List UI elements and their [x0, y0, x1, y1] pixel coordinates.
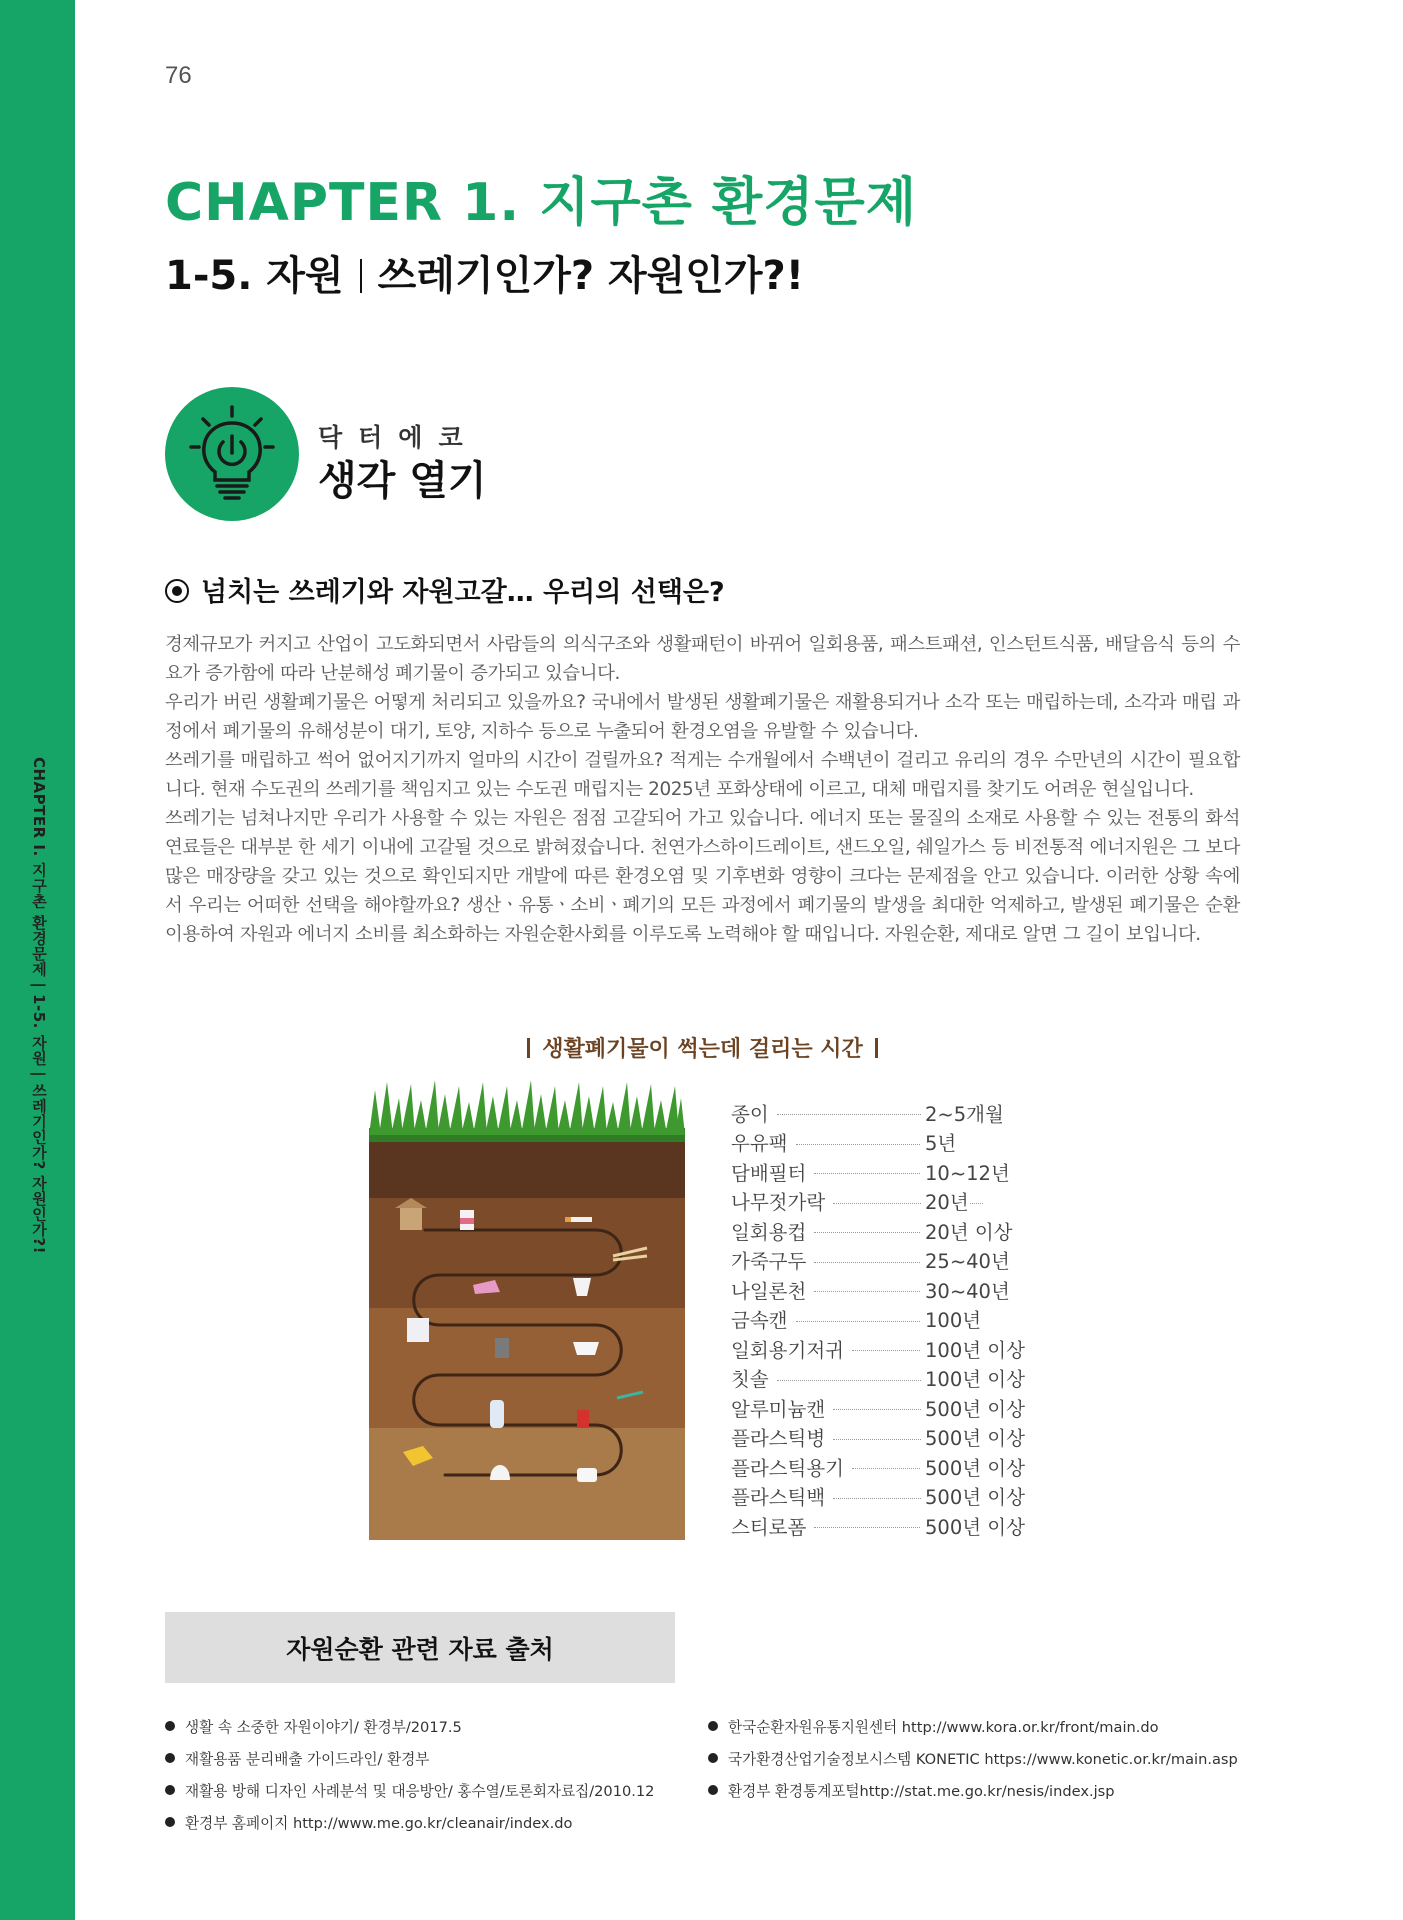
- decomp-row: [731, 1305, 1071, 1335]
- decomp-item: 스티로폼: [731, 1515, 807, 1539]
- title-separator: [360, 259, 362, 293]
- question-heading: [165, 570, 725, 609]
- paragraph: 우리가 버린 생활폐기물은 어떻게 처리되고 있을까요? 국내에서 발생된 생활폐기물은 재활용되거나 소각 또는 매립하는데, 소각과 매립 과정에서 폐기물의 유해성분이 대기, 토양, 지하수 등으로 누출되어 환경오염을 유발할 수 있습니다.: [165, 692, 1240, 742]
- source-text: 한국순환자원유통지원센터 http://www.kora.or.kr/front/main.do: [728, 1718, 1159, 1736]
- decomp-item: 알루미늄캔: [731, 1397, 826, 1421]
- body-text: [165, 630, 1240, 949]
- source-text: 환경부 홈페이지 http://www.me.go.kr/cleanair/index.do: [185, 1814, 573, 1832]
- aluminum-can-icon: [577, 1410, 589, 1428]
- decomp-item: 일회용기저귀: [731, 1338, 845, 1362]
- decomp-row: [731, 1128, 1071, 1158]
- bullet-icon: [708, 1753, 718, 1763]
- grass-icon: [369, 1080, 685, 1142]
- side-running-title: CHAPTER I. 지구촌 환경문제 | 1-5. 자원 | 쓰레기인가? 자원인가?!: [30, 757, 48, 1254]
- decomp-years: 2~5개월: [921, 1099, 1004, 1127]
- paragraph: 경제규모가 커지고 산업이 고도화되면서 사람들의 의식구조와 생활패턴이 바뀌어 일회용품, 패스트패션, 인스턴트식품, 배달음식 등의 수요가 증가함에 따라 난분해성 폐기물이 증가되고 있습니다.: [165, 634, 1240, 684]
- leader-dots: [777, 1380, 927, 1381]
- section-title: [165, 244, 804, 301]
- decomp-item: 나무젓가락: [731, 1191, 826, 1215]
- decomp-years: 20년: [921, 1187, 969, 1215]
- source-item: [708, 1710, 1238, 1742]
- source-item: [165, 1806, 654, 1838]
- decomp-years: 25~40년: [921, 1246, 1010, 1274]
- title-bar-right: [875, 1038, 878, 1058]
- eco-big-label: 생각 열기: [318, 458, 487, 504]
- source-item: [708, 1774, 1238, 1806]
- decomp-years: 100년: [921, 1305, 981, 1333]
- decomp-years: 500년 이상: [921, 1394, 1025, 1422]
- decomp-years: 100년 이상: [921, 1364, 1025, 1392]
- bullet-icon: [165, 1817, 175, 1827]
- decomp-years: 20년 이상: [921, 1217, 1013, 1245]
- figure-title-text: 생활폐기물이 썩는데 걸리는 시간: [542, 1037, 863, 1062]
- source-text: 생활 속 소중한 자원이야기/ 환경부/2017.5: [185, 1718, 462, 1736]
- bullet-icon: [165, 1785, 175, 1795]
- target-bullet-icon: [165, 579, 189, 603]
- decomp-item: 금속캔: [731, 1309, 788, 1333]
- source-item: [165, 1710, 654, 1742]
- question-text: 넘치는 쓰레기와 자원고갈… 우리의 선택은?: [201, 577, 725, 608]
- decomp-item: 플라스틱용기: [731, 1456, 845, 1480]
- eco-small-label: 닥터에코: [318, 423, 479, 452]
- decomp-years: 100년 이상: [921, 1335, 1025, 1363]
- sources-title: 자원순환 관련 자료 출처: [286, 1634, 554, 1664]
- decomp-item: 우유팩: [731, 1132, 788, 1156]
- page-number: 76: [165, 62, 192, 89]
- bullet-icon: [165, 1721, 175, 1731]
- decomp-years: 500년 이상: [921, 1453, 1025, 1481]
- decomp-row: [731, 1216, 1071, 1246]
- paragraph: 쓰레기는 넘쳐나지만 우리가 사용할 수 있는 자원은 점점 고갈되어 가고 있습니다. 에너지 또는 물질의 소재로 사용할 수 있는 전통의 화석연료들은 대부분 한 세기 이내에 고갈될 것으로 밝혀졌습니다. 천연가스하이드레이트, 샌드오일, 쉐일가스 등 비전통적 에너지원은 그 보다 많은 매장량을 갖고 있는 것으로 확인되지만 개발에 따른 환경오염 및 기후변화 영향이 크다는 문제점을 안고 있습니다. 이러한 상황 속에서 우리는 어떠한 선택을 해야할까요? 생산ㆍ유통ㆍ소비ㆍ폐기의 모든 과정에서 폐기물의 발생을 최대한 억제하고, 발생된 폐기물은 순환 이용하여 자원과 에너지 소비를 최소화하는 자원순환사회를 이루도록 노력해야 할 때입니다. 자원순환, 제대로 알면 그 길이 보입니다.: [165, 808, 1240, 945]
- figure-title: [165, 1032, 1240, 1063]
- can-icon: [495, 1338, 509, 1358]
- bullet-icon: [708, 1785, 718, 1795]
- decomp-row: [731, 1393, 1071, 1423]
- decomp-row: [731, 1098, 1071, 1128]
- decomp-item: 가죽구두: [731, 1250, 807, 1274]
- source-text: 국가환경산업기술정보시스템 KONETIC https://www.konetic.or.kr/main.asp: [728, 1750, 1238, 1768]
- diaper-icon: [573, 1342, 599, 1355]
- decomp-row: [731, 1452, 1071, 1482]
- source-item: [165, 1774, 654, 1806]
- soil-illustration: [355, 1080, 690, 1540]
- title-bar-left: [527, 1038, 530, 1058]
- decomp-years: 500년 이상: [921, 1512, 1025, 1540]
- leader-dots: [777, 1114, 927, 1115]
- source-text: 재활용 방해 디자인 사례분석 및 대응방안/ 홍수열/토론회자료집/2010.12: [185, 1782, 655, 1800]
- chapter-title: CHAPTER 1. 지구촌 환경문제: [165, 173, 917, 233]
- decomp-row: [731, 1511, 1071, 1541]
- decomp-row: [731, 1334, 1071, 1364]
- plastic-bottle-icon: [490, 1400, 504, 1428]
- decomp-row: [731, 1423, 1071, 1453]
- decomp-row: [731, 1187, 1071, 1217]
- decomp-row: [731, 1482, 1071, 1512]
- decomp-years: 500년 이상: [921, 1482, 1025, 1510]
- source-item: [165, 1742, 654, 1774]
- paragraph: 쓰레기를 매립하고 썩어 없어지기까지 얼마의 시간이 걸릴까요? 적게는 수개월에서 수백년이 걸리고 유리의 경우 수만년의 시간이 필요합니다. 현재 수도권의 쓰레기를 책임지고 있는 수도권 매립지는 2025년 포화상태에 이르고, 대체 매립지를 찾기도 어려운 현실입니다.: [165, 750, 1240, 800]
- decomp-years: 500년 이상: [921, 1423, 1025, 1451]
- section-number: 1-5. 자원: [165, 253, 344, 299]
- decomp-item: 담배필터: [731, 1161, 807, 1185]
- decomp-years: 30~40년: [921, 1276, 1010, 1304]
- decomp-row: [731, 1364, 1071, 1394]
- decomp-item: 플라스틱병: [731, 1427, 826, 1451]
- source-item: [708, 1742, 1238, 1774]
- decomp-row: [731, 1246, 1071, 1276]
- shirt-icon: [407, 1318, 429, 1342]
- decomp-item: 나일론천: [731, 1279, 807, 1303]
- section-subtitle: 쓰레기인가? 자원인가?!: [377, 253, 805, 299]
- milk-carton-icon: [460, 1210, 474, 1230]
- decomp-row: [731, 1157, 1071, 1187]
- sources-list-left: [165, 1710, 654, 1838]
- lightbulb-power-icon: [165, 387, 299, 521]
- source-text: 재활용품 분리배출 가이드라인/ 환경부: [185, 1750, 430, 1768]
- decomp-years: 10~12년: [921, 1158, 1010, 1186]
- bullet-icon: [165, 1753, 175, 1763]
- sources-list-right: [708, 1710, 1238, 1806]
- sources-title-box: [165, 1612, 675, 1683]
- bullet-icon: [708, 1721, 718, 1731]
- styrofoam-icon: [577, 1468, 597, 1482]
- decomp-item: 칫솔: [731, 1368, 769, 1392]
- decomp-item: 플라스틱백: [731, 1486, 826, 1510]
- decomposition-list: [731, 1098, 1071, 1541]
- decomp-item: 일회용컵: [731, 1220, 807, 1244]
- decomp-row: [731, 1275, 1071, 1305]
- cigarette-icon: [565, 1217, 592, 1222]
- decomp-item: 종이: [731, 1102, 769, 1126]
- decomp-years: 5년: [921, 1128, 956, 1156]
- source-text: 환경부 환경통계포털http://stat.me.go.kr/nesis/index.jsp: [728, 1782, 1115, 1800]
